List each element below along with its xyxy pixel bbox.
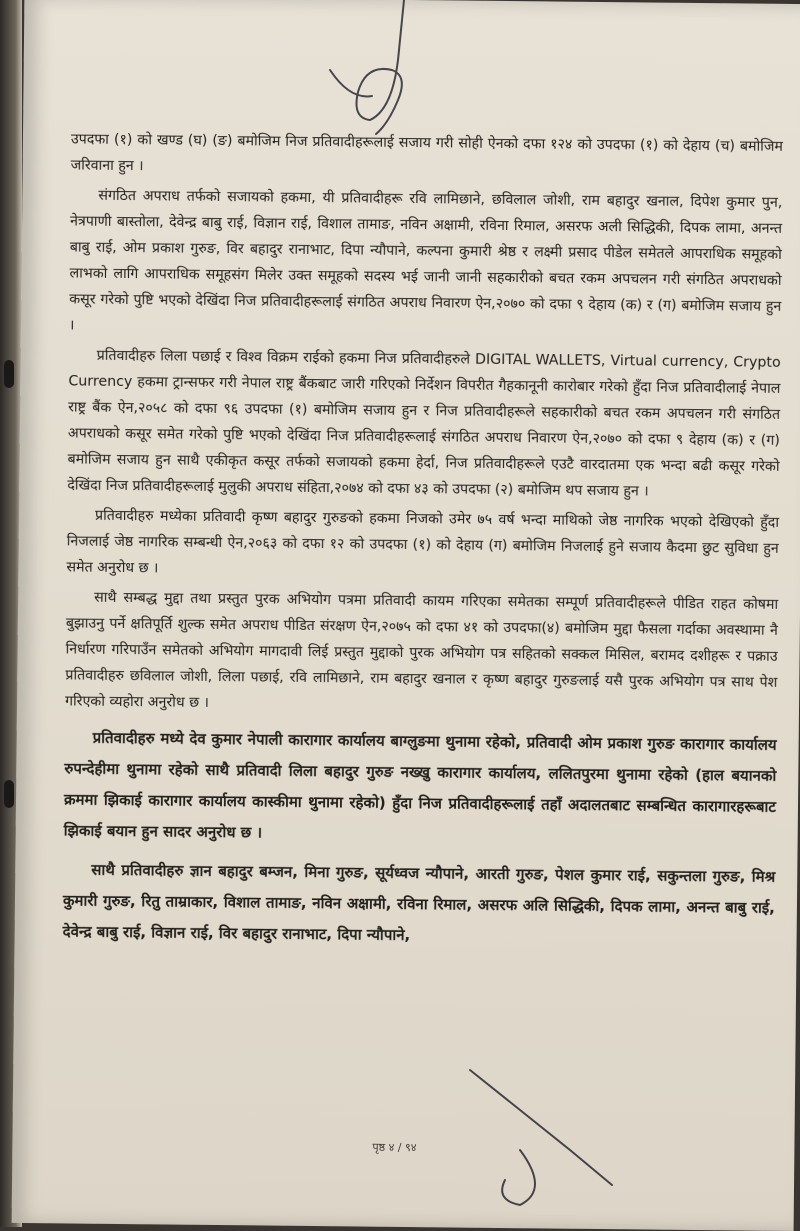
punch-hole — [4, 780, 14, 808]
paragraph-defendants-list: साथै प्रतिवादीहरु ज्ञान बहादुर बम्जन, मिना गुरुङ, सूर्यध्वज न्यौपाने, आरती गुरुङ, पेशल कुमार राई, सकुन्तला गुरुङ, मिश्र कुमारी गुरुङ, रितु ताम्राकार, विशाल तामाङ, नविन अक्षामी, रविना रिमाल, असरफ अलि सिद्धिकी, दिपक लामा, अनन्त बाबु राई, देवेन्द्र बाबु राई, विज्ञान राई, विर बहादुर रानाभाट, दिपा न्यौपाने, — [62, 860, 776, 945]
paragraph-digital-wallets: प्रतिवादीहरु लिला पछाई र विश्व विक्रम राईको हकमा निज प्रतिवादीहरुले DIGITAL WALLETS, Virtual currency, Crypto Currency हकमा ट्रान्सफर गरी नेपाल राष्ट्र बैंकबाट जारी गरिएको निर्देशन विपरीत गैहकानूनी कारोबार गरेको हुँदा निज प्रतिवादीलाई नेपाल राष्ट्र बैंक ऐन,२०५८ को दफा ९६ उपदफा (१) बमोजिम सजाय हुन र निज प्रतिवादीहरूले सहकारीको बचत रकम अपचलन गरी संगठित अपराधको कसूर समेत गरेको पुष्टि भएको देखिंदा निज प्रतिवादीहरूलाई संगठित अपराध निवारण ऐन,२०७० को दफा ९ देहाय (क) र (ग) बमोजिम सजाय हुन साथै एकीकृत कसूर तर्फको सजायको हकमा हेर्दा, निज प्रतिवादीहरूले एउटै वारदातमा एक भन्दा बढी कसूर गरेको देखिंदा निज प्रतिवादीहरूलाई मुलुकी अपराध संहिता,२०७४ को दफा ४३ को उपदफा (२) बमोजिम थप सजाय हुन । — [67, 347, 781, 500]
paragraph-senior-citizen: प्रतिवादीहरु मध्येका प्रतिवादी कृष्ण बहादुर गुरुङको हकमा निजको उमेर ७५ वर्ष भन्दा माथिको जेष्ठ नागरिक भएको देखिएको हुँदा निजलाई जेष्ठ नागरिक सम्बन्धी ऐन,२०६३ को दफा १२ को उपदफा (१) को देहाय (ग) बमोजिम निजलाई हुने सजाय कैदमा छुट सुविधा हुन समेत अनुरोध छ । — [66, 507, 780, 577]
paragraph-organized-crime: संगठित अपराध तर्फको सजायको हकमा, यी प्रतिवादीहरू रवि लामिछाने, छविलाल जोशी, राम बहादुर खनाल, दिपेश कुमार पुन, नेत्रपाणी बास्तोला, देवेन्द्र बाबु राई, विज्ञान राई, विशाल तामाङ, नविन अक्षामी, रविना रिमाल, असरफ अली सिद्धिकी, दिपक लामा, अनन्त बाबु राई, ओम प्रकाश गुरुङ, विर बहादुर रानाभाट, दिपा न्यौपाने, कल्पना कुमारी श्रेष्ठ र लक्ष्मी प्रसाद पीडेल समेतले आपराधिक समूहको लाभको लागि आपराधिक समूहसंग मिलेर उक्त समूहको सदस्य भई जानी जानी सहकारीको बचत रकम अपचलन गरी संगठित अपराधको कसूर गरेको पुष्टि भएको देखिंदा निज प्रतिवादीहरूलाई संगठित अपराध निवारण ऐन,२०७० को दफा ९ देहाय (क) र (ग) बमोजिम सजाय हुन । — [68, 187, 783, 334]
punch-hole — [4, 360, 14, 388]
paragraph-compensation: साथै सम्बद्ध मुद्दा तथा प्रस्तुत पुरक अभियोग पत्रमा प्रतिवादी कायम गरिएका समेतका सम्पूर्ण प्रतिवादीहरूले पीडित राहत कोषमा बुझाउनु पर्ने क्षतिपूर्ति शुल्क समेत अपराध पीडित संरक्षण ऐन,२०७५ को दफा ४१ को उपदफा(४) बमोजिम मुद्दा फैसला गर्दाका अवस्थामा नै निर्धारण गरिपाउँन समेतको अभियोग मागदावी लिई प्रस्तुत मुद्दाको पुरक अभियोग पत्र सहितको सक्कल मिसिल, बरामद दशीहरू र पक्राउ प्रतिवादीहरु छविलाल जोशी, लिला पछाई, रवि लामिछाने, राम बहादुर खनाल र कृष्ण बहादुर गुरुङलाई यसै पुरक अभियोग पत्र साथ पेश गरिएको व्यहोरा अनुरोध छ । — [64, 589, 779, 711]
document-body — [62, 126, 783, 958]
paragraph-detention: प्रतिवादीहरु मध्ये देव कुमार नेपाली कारागार कार्यालय बाग्लुङमा थुनामा रहेको, प्रतिवादी ओम प्रकाश गुरुङ कारागार कार्यालय रुपन्देहीमा थुनामा रहेको साथै प्रतिवादी लिला बहादुर गुरुङ नख्खु कारागार कार्यालय, ललितपुरमा थुनामा रहेको (हाल बयानको क्रममा झिकाई कारागार कार्यालय कास्कीमा थुनामा रहेको) हुँदा निज प्रतिवादीहरूलाई तहाँ अदालतबाट सम्बन्धित कारागारहरूबाट झिकाई बयान हुन सादर अनुरोध छ । — [63, 728, 777, 842]
document-page — [12, 0, 800, 1231]
page-number: पृष्ठ ४ / ९४ — [372, 1140, 417, 1155]
paragraph-penalty-continuation: उपदफा (१) को खण्ड (घ) (ङ) बमोजिम निज प्रतिवादीहरूलाई सजाय गरी सोही ऐनको दफा १२४ को उपदफा (१) को देहाय (च) बमोजिम जरिवाना हुन । — [70, 131, 783, 175]
